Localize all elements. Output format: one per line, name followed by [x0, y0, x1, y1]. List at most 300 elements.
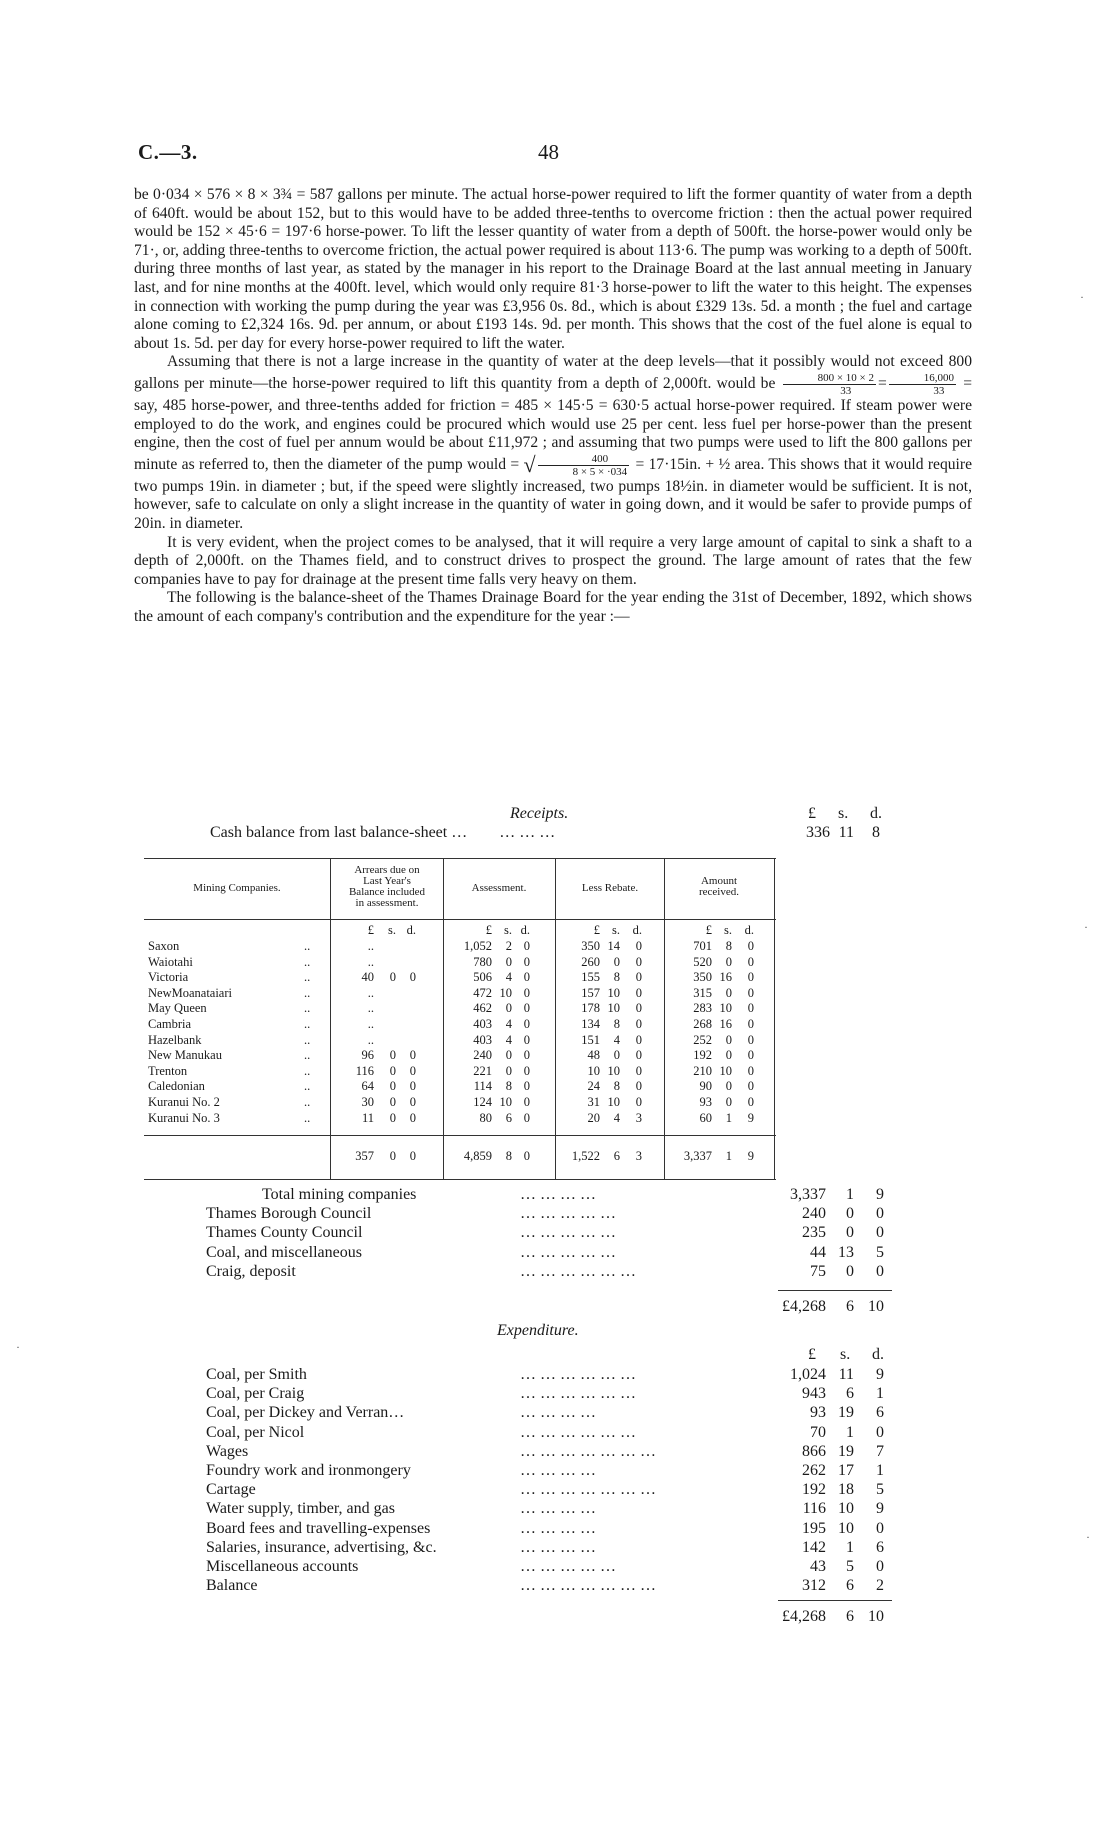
line-label: Water supply, timber, and gas — [206, 1500, 395, 1517]
table-cell-reb: 178 — [581, 1001, 600, 1015]
table-cell-reb: 3 — [635, 1111, 642, 1125]
table-cell-reb: 0 — [635, 1017, 642, 1031]
leader-dots: … … … … … … … — [520, 1481, 656, 1498]
table-cell-reb: 8 — [613, 1017, 620, 1031]
leader-dots: .. — [304, 1079, 311, 1093]
margin-mark: · — [16, 1340, 20, 1354]
table-cell-ass: 0 — [523, 1001, 530, 1015]
line-pounds: 235 — [802, 1224, 826, 1241]
table-cell-reb: 10 — [607, 1095, 620, 1109]
exp-pounds-heading: £ — [808, 1346, 816, 1363]
table-total-arr: 357 — [355, 1149, 374, 1163]
lsd-subheader: d. — [406, 923, 416, 937]
table-cell-amt: 350 — [693, 970, 712, 984]
table-total-reb: 6 — [613, 1149, 620, 1163]
receipts-total-shillings: 6 — [846, 1298, 854, 1315]
table-cell-reb: 157 — [581, 986, 600, 1000]
line-pence: 0 — [876, 1263, 884, 1280]
leader-dots: .. — [304, 1111, 311, 1125]
line-pence: 0 — [876, 1205, 884, 1222]
table-cell-amt: 0 — [725, 955, 732, 969]
lsd-subheader: d. — [744, 923, 754, 937]
table-cell-amt: 192 — [693, 1048, 712, 1062]
leader-dots: .. — [304, 1001, 311, 1015]
pence-heading: d. — [870, 805, 882, 822]
table-cell-reb: 0 — [635, 1079, 642, 1093]
table-cell-amt: 9 — [747, 1111, 754, 1125]
table-cell-amt: 0 — [747, 955, 754, 969]
table-cell-reb: 14 — [607, 939, 620, 953]
line-shillings: 0 — [846, 1224, 854, 1241]
line-pounds: 262 — [802, 1462, 826, 1479]
line-pounds: 312 — [802, 1577, 826, 1594]
line-label: Miscellaneous accounts — [206, 1558, 359, 1575]
table-cell-arr: 0 — [409, 1079, 416, 1093]
exp-pence-heading: d. — [872, 1346, 884, 1363]
line-pence: 0 — [876, 1224, 884, 1241]
expenditure-total-shillings: 6 — [846, 1608, 854, 1625]
table-cell-reb: 0 — [635, 1095, 642, 1109]
table-cell-reb: 0 — [635, 986, 642, 1000]
table-cell-arr: .. — [367, 986, 374, 1000]
table-row-name: Saxon — [148, 939, 180, 953]
line-shillings: 10 — [838, 1520, 854, 1537]
line-label: Thames Borough Council — [206, 1205, 372, 1222]
table-cell-amt: 93 — [699, 1095, 712, 1109]
header-less-rebate: Less Rebate. — [581, 882, 639, 894]
table-cell-arr: 0 — [389, 1064, 396, 1078]
line-pence: 9 — [876, 1186, 884, 1203]
table-cell-amt: 1 — [725, 1111, 732, 1125]
line-pounds: 43 — [810, 1558, 826, 1575]
margin-mark: · — [1086, 1530, 1090, 1544]
table-cell-arr: 0 — [409, 1048, 416, 1062]
table-cell-reb: 0 — [635, 955, 642, 969]
lsd-subheader: d. — [632, 923, 642, 937]
table-cell-reb: 260 — [581, 955, 600, 969]
table-cell-arr: 0 — [389, 1079, 396, 1093]
receipts-heading: Receipts. — [510, 805, 569, 822]
table-cell-reb: 0 — [635, 1001, 642, 1015]
table-cell-arr: 0 — [409, 1095, 416, 1109]
table-cell-amt: 0 — [725, 1095, 732, 1109]
line-label: Salaries, insurance, advertising, &c. — [206, 1539, 437, 1556]
table-cell-amt: 0 — [747, 986, 754, 1000]
pounds-heading: £ — [808, 805, 816, 822]
paragraph-1: be 0·034 × 576 × 8 × 3¾ = 587 gallons per minute. The actual horse-power required to lift the former quantity of water from a depth of 640ft. would be about 152, but to this would have to be added three-tenths to overcome friction : then the actual power required would be 152 × 45·6 = 197·6 horse-power. To lift the lesser quantity of water from a depth of 500ft. the horse-power would only be 71·, or, adding three-tenths to overcome friction, the actual power required is about 113·6. The pump was working to a depth of 500ft. during three months of last year, as stated by the manager in his report to the Drainage Board at the last annual meeting in January last, and for nine months at the 400ft. level, which would only require 81·3 horse-power to lift the water to this height. The expenses in connection with working the pump during the year was £3,956 0s. 8d., which is about £329 13s. 5d. a month ; the fuel and cartage alone coming to £2,324 16s. 9d. per annum, or about £193 14s. 9d. per month. This shows that the cost of the fuel alone is equal to about 1s. 5d. per day for every horse-power required to lift the water. — [134, 186, 972, 352]
line-pence: 1 — [876, 1462, 884, 1479]
line-shillings: 0 — [846, 1205, 854, 1222]
table-cell-arr: 30 — [361, 1095, 374, 1109]
table-cell-ass: 2 — [505, 939, 512, 953]
line-shillings: 10 — [838, 1500, 854, 1517]
table-row-name: Caledonian — [148, 1079, 205, 1093]
line-shillings: 13 — [838, 1244, 854, 1261]
table-cell-amt: 0 — [747, 1064, 754, 1078]
line-shillings: 6 — [846, 1577, 854, 1594]
lsd-subheader: d. — [520, 923, 530, 937]
document-reference: C.—3. — [138, 140, 198, 164]
line-label: Craig, deposit — [206, 1263, 296, 1280]
line-pence: 9 — [876, 1366, 884, 1383]
table-cell-ass: 4 — [505, 1033, 512, 1047]
line-label: Balance — [206, 1577, 258, 1594]
line-pounds: 93 — [810, 1404, 826, 1421]
cash-balance-label: Cash balance from last balance-sheet … … … … — [210, 824, 556, 841]
leader-dots: … … … … … — [520, 1205, 616, 1222]
leader-dots: … … … … … … … — [520, 1577, 656, 1594]
leader-dots: .. — [304, 1033, 311, 1047]
leader-dots: … … … … — [520, 1539, 596, 1556]
table-total-ass: 0 — [523, 1149, 530, 1163]
table-cell-arr: .. — [367, 955, 374, 969]
expenditure-heading: Expenditure. — [497, 1322, 579, 1339]
table-total-ass: 4,859 — [463, 1149, 492, 1163]
table-cell-ass: 0 — [523, 986, 530, 1000]
table-cell-reb: 0 — [635, 970, 642, 984]
table-total-reb: 1,522 — [571, 1149, 600, 1163]
table-cell-amt: 0 — [747, 1095, 754, 1109]
paragraph-3: It is very evident, when the project comes to be analysed, that it will require a very large amount of capital to sink a shaft to a depth of 2,000ft. on the Thames field, and to construct drives to prospect the ground. The large amount of rates that the few companies have to pay for drainage at the present time falls very heavy on them. — [134, 533, 972, 588]
table-cell-ass: 8 — [505, 1079, 512, 1093]
line-shillings: 6 — [846, 1385, 854, 1402]
table-cell-ass: 403 — [473, 1017, 492, 1031]
leader-dots: .. — [304, 939, 311, 953]
leader-dots: … … … … — [520, 1462, 596, 1479]
table-cell-reb: 0 — [613, 1048, 620, 1062]
lsd-subheader: s. — [724, 923, 732, 937]
lsd-subheader: £ — [367, 923, 374, 937]
table-cell-ass: 0 — [523, 1095, 530, 1109]
expenditure-total-pounds: £4,268 — [782, 1608, 826, 1625]
table-cell-amt: 60 — [699, 1111, 712, 1125]
cash-balance-shillings: 11 — [838, 824, 854, 841]
line-shillings: 18 — [838, 1481, 854, 1498]
body-text — [134, 186, 972, 626]
table-cell-arr: 0 — [389, 1095, 396, 1109]
table-cell-ass: 0 — [505, 955, 512, 969]
line-pence: 0 — [876, 1558, 884, 1575]
leader-dots: … … … … … … — [520, 1424, 636, 1441]
table-cell-reb: 4 — [613, 1033, 620, 1047]
line-shillings: 1 — [846, 1539, 854, 1556]
table-total-amt: 1 — [725, 1149, 732, 1163]
table-cell-ass: 240 — [473, 1048, 492, 1062]
table-cell-ass: 0 — [505, 1001, 512, 1015]
line-pence: 6 — [876, 1539, 884, 1556]
line-pounds: 3,337 — [790, 1186, 826, 1203]
leader-dots: … … … … … … — [520, 1366, 636, 1383]
table-cell-arr: 64 — [361, 1079, 374, 1093]
table-cell-ass: 124 — [473, 1095, 492, 1109]
table-cell-arr: 0 — [389, 1048, 396, 1062]
table-cell-ass: 10 — [499, 986, 512, 1000]
table-row-name: Cambria — [148, 1017, 192, 1031]
leader-dots: … … … … … — [520, 1558, 616, 1575]
table-row-name: Victoria — [148, 970, 189, 984]
line-pounds: 70 — [810, 1424, 826, 1441]
table-cell-reb: 8 — [613, 1079, 620, 1093]
table-row-name: Waiotahi — [148, 955, 193, 969]
table-cell-ass: 0 — [505, 1048, 512, 1062]
line-shillings: 11 — [838, 1366, 854, 1383]
fraction-3: $\frac{400}{8 \times 5 \times \cdot 034}$ — [538, 453, 630, 478]
table-cell-reb: 10 — [607, 986, 620, 1000]
line-label: Coal, and miscellaneous — [206, 1244, 362, 1261]
leader-dots: .. — [304, 986, 311, 1000]
table-cell-amt: 0 — [747, 1033, 754, 1047]
leader-dots: … … … … … … — [520, 1263, 636, 1280]
exp-shillings-heading: s. — [840, 1346, 851, 1363]
shillings-heading: s. — [838, 805, 849, 822]
table-cell-reb: 0 — [635, 1033, 642, 1047]
table-cell-amt: 0 — [747, 939, 754, 953]
table-total-ass: 8 — [505, 1149, 512, 1163]
table-cell-amt: 10 — [719, 1064, 732, 1078]
line-pence: 6 — [876, 1404, 884, 1421]
line-pence: 5 — [876, 1481, 884, 1498]
table-cell-arr: 0 — [409, 970, 416, 984]
line-pence: 0 — [876, 1520, 884, 1537]
leader-dots: … … … … — [520, 1520, 596, 1537]
table-cell-ass: 0 — [523, 1111, 530, 1125]
fraction-1: $\frac{800 \times 10 \times 2}{33}$ — [783, 372, 876, 397]
table-row-name: May Queen — [148, 1001, 207, 1015]
table-cell-ass: 0 — [523, 1033, 530, 1047]
leader-dots: .. — [304, 970, 311, 984]
table-cell-amt: 701 — [693, 939, 712, 953]
fraction-2: $\frac{16,000}{33}$ — [889, 372, 956, 397]
table-cell-amt: 0 — [747, 1017, 754, 1031]
table-total-arr: 0 — [389, 1149, 396, 1163]
line-shillings: 0 — [846, 1263, 854, 1280]
table-cell-ass: 0 — [523, 1079, 530, 1093]
line-label: Board fees and travelling-expenses — [206, 1520, 431, 1537]
square-root-icon: √ — [523, 451, 536, 477]
table-cell-amt: 16 — [719, 970, 732, 984]
table-cell-amt: 8 — [725, 939, 732, 953]
line-pence: 0 — [876, 1424, 884, 1441]
line-pounds: 44 — [810, 1244, 826, 1261]
table-cell-ass: 472 — [473, 986, 492, 1000]
line-label: Coal, per Nicol — [206, 1424, 305, 1441]
line-label: Cartage — [206, 1481, 256, 1498]
lsd-subheader: £ — [705, 923, 712, 937]
cash-balance-pounds: 336 — [806, 824, 830, 841]
line-label: Coal, per Craig — [206, 1385, 305, 1402]
table-cell-amt: 283 — [693, 1001, 712, 1015]
header-assessment: Assessment. — [471, 882, 527, 894]
table-cell-amt: 0 — [725, 1033, 732, 1047]
table-cell-reb: 151 — [581, 1033, 600, 1047]
table-cell-reb: 0 — [635, 1048, 642, 1062]
table-cell-amt: 0 — [747, 1048, 754, 1062]
table-cell-amt: 0 — [747, 1079, 754, 1093]
mining-companies-table — [144, 858, 776, 1180]
line-pence: 7 — [876, 1443, 884, 1460]
table-cell-ass: 0 — [523, 955, 530, 969]
header-mining-companies: Mining Companies. — [193, 882, 281, 894]
table-cell-reb: 10 — [587, 1064, 600, 1078]
table-cell-amt: 210 — [693, 1064, 712, 1078]
leader-dots: … … … … … — [520, 1224, 616, 1241]
table-cell-reb: 0 — [613, 955, 620, 969]
line-label: Wages — [206, 1443, 249, 1460]
line-pounds: 943 — [802, 1385, 826, 1402]
leader-dots: … … … … … — [520, 1244, 616, 1261]
line-shillings: 19 — [838, 1404, 854, 1421]
table-cell-amt: 0 — [725, 1079, 732, 1093]
table-row-name: NewMoanataiari — [148, 986, 232, 1000]
line-shillings: 17 — [838, 1462, 854, 1479]
leader-dots: .. — [304, 955, 311, 969]
table-cell-reb: 24 — [587, 1079, 600, 1093]
table-row-name: Kuranui No. 3 — [148, 1111, 220, 1125]
table-cell-ass: 0 — [523, 939, 530, 953]
table-cell-ass: 4 — [505, 1017, 512, 1031]
table-cell-reb: 0 — [635, 1064, 642, 1078]
table-cell-arr: .. — [367, 1033, 374, 1047]
table-cell-amt: 0 — [725, 986, 732, 1000]
table-cell-ass: 462 — [473, 1001, 492, 1015]
table-cell-ass: 114 — [473, 1079, 492, 1093]
margin-mark: · — [1084, 920, 1088, 934]
table-cell-amt: 252 — [693, 1033, 712, 1047]
table-cell-ass: 1,052 — [463, 939, 492, 953]
table-cell-reb: 8 — [613, 970, 620, 984]
line-shillings: 19 — [838, 1443, 854, 1460]
margin-mark: · — [1080, 290, 1084, 304]
table-cell-arr: 0 — [409, 1111, 416, 1125]
table-cell-arr: 116 — [355, 1064, 374, 1078]
paragraph-2: Assuming that there is not a large increase in the quantity of water at the deep levels—that it possibly would not exceed 800 gallons per minute—the horse-power required to lift this quantity from a depth of 2,000ft. would be $\frac{800 \times 10 \times 2}{33}$ = $\frac{16,000}{33}$ = say, 485 horse-power, and three-tenths added for friction = 485 × 145·5 = 630·5 actual horse-power required. If steam power were employed to do the work, and engines could be procured which would use 25 per cent. less fuel per horse-power than the present engine, then the cost of fuel per annum would be about £11,972 ; and assuming that two pumps were used to lift the 800 gallons per minute as referred to, then the diameter of the pump would = √ $\frac{400}{8 \times 5 \times \cdot 034}$ = 17·15in. + ½ area. This shows that it would require two pumps 19in. in diameter ; but, if the speed were slightly increased, two pumps 18½in. in diameter would be sufficient. It is not, however, safe to calculate on only a slight increase in the quantity of water in going down, and it would be safer to provide pumps of 20in. in diameter. — [134, 353, 973, 532]
table-cell-amt: 90 — [699, 1079, 712, 1093]
line-label: Total mining companies — [262, 1186, 417, 1203]
header-arrears: Arrears due on Last Year's Balance included in assessment. — [348, 864, 426, 909]
line-label: Coal, per Dickey and Verran… — [206, 1404, 405, 1421]
leader-dots: … … … … — [520, 1404, 596, 1421]
lsd-subheader: £ — [593, 923, 600, 937]
line-pence: 9 — [876, 1500, 884, 1517]
table-row-name: New Manukau — [148, 1048, 222, 1062]
line-shillings: 1 — [846, 1424, 854, 1441]
table-cell-reb: 31 — [587, 1095, 600, 1109]
lsd-subheader: s. — [612, 923, 620, 937]
leader-dots: … … … … … … — [520, 1385, 636, 1402]
table-cell-arr: .. — [367, 1017, 374, 1031]
line-pounds: 866 — [802, 1443, 826, 1460]
line-pence: 5 — [876, 1244, 884, 1261]
table-cell-ass: 6 — [505, 1111, 512, 1125]
table-cell-ass: 221 — [473, 1064, 492, 1078]
table-cell-ass: 506 — [473, 970, 492, 984]
table-cell-amt: 315 — [693, 986, 712, 1000]
table-cell-reb: 155 — [581, 970, 600, 984]
table-cell-arr: 11 — [361, 1111, 374, 1125]
table-cell-arr: 40 — [361, 970, 374, 984]
line-pence: 2 — [876, 1577, 884, 1594]
table-total-arr: 0 — [409, 1149, 416, 1163]
table-cell-reb: 10 — [607, 1001, 620, 1015]
line-pounds: 75 — [810, 1263, 826, 1280]
table-total-reb: 3 — [635, 1149, 642, 1163]
table-total-amt: 3,337 — [683, 1149, 712, 1163]
line-pounds: 192 — [802, 1481, 826, 1498]
table-cell-ass: 0 — [523, 1017, 530, 1031]
table-cell-ass: 10 — [499, 1095, 512, 1109]
table-cell-amt: 0 — [747, 970, 754, 984]
line-shillings: 5 — [846, 1558, 854, 1575]
lsd-subheader: s. — [388, 923, 396, 937]
lsd-subheader: £ — [485, 923, 492, 937]
table-cell-amt: 16 — [719, 1017, 732, 1031]
line-pounds: 240 — [802, 1205, 826, 1222]
table-cell-reb: 20 — [587, 1111, 600, 1125]
table-cell-ass: 0 — [523, 1048, 530, 1062]
table-cell-amt: 0 — [747, 1001, 754, 1015]
page-number: 48 — [538, 140, 559, 164]
paragraph-4: The following is the balance-sheet of the Thames Drainage Board for the year ending the 31st of December, 1892, which shows the amount of each company's contribution and the expenditure for the year :— — [134, 589, 972, 625]
table-cell-reb: 134 — [581, 1017, 600, 1031]
table-cell-ass: 0 — [523, 970, 530, 984]
lsd-subheader: s. — [504, 923, 512, 937]
line-label: Coal, per Smith — [206, 1366, 307, 1383]
table-cell-ass: 80 — [479, 1111, 492, 1125]
table-cell-amt: 10 — [719, 1001, 732, 1015]
leader-dots: … … … … … … … — [520, 1443, 656, 1460]
line-shillings: 1 — [846, 1186, 854, 1203]
leader-dots: … … … … — [520, 1186, 596, 1203]
line-label: Thames County Council — [206, 1224, 363, 1241]
table-row-name: Hazelbank — [148, 1033, 202, 1047]
cash-balance-pence: 8 — [872, 824, 880, 841]
line-pounds: 142 — [802, 1539, 826, 1556]
table-cell-arr: 0 — [389, 970, 396, 984]
table-cell-reb: 48 — [587, 1048, 600, 1062]
line-pounds: 1,024 — [790, 1366, 826, 1383]
line-label: Foundry work and ironmongery — [206, 1462, 411, 1479]
leader-dots: .. — [304, 1095, 311, 1109]
table-cell-ass: 0 — [505, 1064, 512, 1078]
leader-dots: .. — [304, 1048, 311, 1062]
leader-dots: … … … … — [520, 1500, 596, 1517]
table-cell-ass: 0 — [523, 1064, 530, 1078]
table-cell-arr: .. — [367, 1001, 374, 1015]
expenditure-total-pence: 10 — [868, 1608, 884, 1625]
table-cell-arr: .. — [367, 939, 374, 953]
table-cell-reb: 4 — [613, 1111, 620, 1125]
line-pounds: 116 — [802, 1500, 826, 1517]
table-cell-amt: 520 — [693, 955, 712, 969]
table-cell-ass: 4 — [505, 970, 512, 984]
table-row-name: Kuranui No. 2 — [148, 1095, 220, 1109]
leader-dots: .. — [304, 1064, 311, 1078]
table-cell-reb: 350 — [581, 939, 600, 953]
table-cell-arr: 96 — [361, 1048, 374, 1062]
table-cell-arr: 0 — [389, 1111, 396, 1125]
table-row-name: Trenton — [148, 1064, 188, 1078]
table-total-amt: 9 — [747, 1149, 754, 1163]
table-cell-amt: 0 — [725, 1048, 732, 1062]
table-cell-amt: 268 — [693, 1017, 712, 1031]
table-cell-reb: 0 — [635, 939, 642, 953]
receipts-total-pounds: £4,268 — [782, 1298, 826, 1315]
line-pence: 1 — [876, 1385, 884, 1402]
table-cell-reb: 10 — [607, 1064, 620, 1078]
header-amount-received: Amount received. — [699, 875, 739, 898]
line-pounds: 195 — [802, 1520, 826, 1537]
table-cell-arr: 0 — [409, 1064, 416, 1078]
